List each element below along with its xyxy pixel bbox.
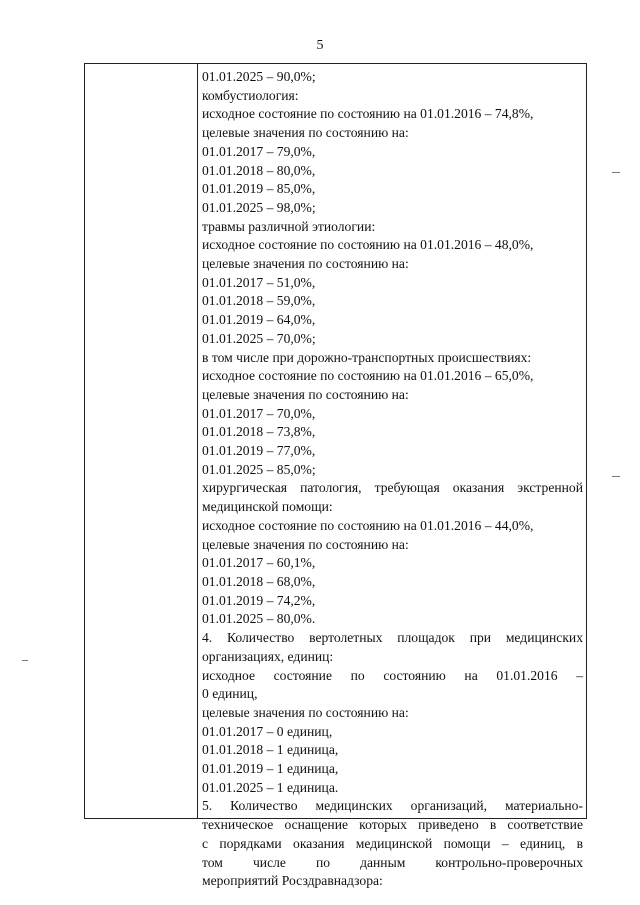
text-line: том числе по данным контрольно-проверочных <box>202 854 583 870</box>
margin-mark <box>612 172 620 173</box>
text-line: целевые значения по состоянию на: <box>202 125 409 141</box>
text-line: 01.01.2019 – 74,2%, <box>202 592 316 608</box>
text-line: 4. Количество вертолетных площадок при медицинских <box>202 630 583 646</box>
text-line: 01.01.2018 – 73,8%, <box>202 424 316 440</box>
text-line: 01.01.2025 – 80,0%. <box>202 611 316 627</box>
document-table <box>84 63 587 889</box>
text-line: 01.01.2017 – 70,0%, <box>202 405 316 421</box>
text-line: целевые значения по состоянию на: <box>202 704 409 720</box>
margin-mark <box>22 660 28 661</box>
text-line: с порядками оказания медицинской помощи – единиц, в <box>202 835 583 851</box>
text-line: целевые значения по состоянию на: <box>202 256 409 272</box>
text-line: мероприятий Росздравнадзора: <box>202 873 383 889</box>
text-line: исходное состояние по состоянию на 01.01.2016 – 74,8%, <box>202 106 534 122</box>
text-line: 01.01.2017 – 79,0%, <box>202 143 316 159</box>
table-left-column <box>85 64 198 818</box>
table-right-column <box>198 64 586 889</box>
text-line: 01.01.2017 – 51,0%, <box>202 274 316 290</box>
text-line: 01.01.2025 – 85,0%; <box>202 461 316 477</box>
text-line: организациях, единиц: <box>202 648 334 664</box>
text-line: техническое оснащение которых приведено в соответствие <box>202 817 583 833</box>
text-line: 01.01.2018 – 80,0%, <box>202 162 316 178</box>
text-line: исходное состояние по состоянию на 01.01.2016 – <box>202 667 583 683</box>
margin-mark <box>612 476 620 477</box>
text-line: 01.01.2018 – 1 единица, <box>202 742 339 758</box>
text-line: исходное состояние по состоянию на 01.01.2016 – 48,0%, <box>202 237 534 253</box>
text-line: 01.01.2019 – 77,0%, <box>202 443 316 459</box>
text-line: 01.01.2017 – 60,1%, <box>202 555 316 571</box>
text-line: 01.01.2025 – 90,0%; <box>202 69 316 84</box>
text-line: в том числе при дорожно-транспортных происшествиях: <box>202 349 532 365</box>
text-line: 01.01.2019 – 64,0%, <box>202 312 316 328</box>
text-line: 01.01.2025 – 70,0%; <box>202 330 316 346</box>
text-line: целевые значения по состоянию на: <box>202 386 409 402</box>
text-line: комбустиология: <box>202 87 299 103</box>
text-line: 01.01.2019 – 85,0%, <box>202 181 316 197</box>
text-line: 01.01.2018 – 59,0%, <box>202 293 316 309</box>
page-number: 5 <box>316 38 324 53</box>
text-line: 01.01.2017 – 0 единиц, <box>202 723 333 739</box>
text-line: 01.01.2025 – 1 единица. <box>202 779 339 795</box>
text-line: исходное состояние по состоянию на 01.01.2016 – 44,0%, <box>202 517 534 533</box>
text-line: целевые значения по состоянию на: <box>202 536 409 552</box>
text-line: 0 единиц, <box>202 686 258 702</box>
text-line: 01.01.2019 – 1 единица, <box>202 761 339 777</box>
text-line: исходное состояние по состоянию на 01.01.2016 – 65,0%, <box>202 368 534 384</box>
text-line: 01.01.2025 – 98,0%; <box>202 199 316 215</box>
text-line: медицинской помощи: <box>202 499 333 515</box>
text-line: 01.01.2018 – 68,0%, <box>202 573 316 589</box>
text-line: хирургическая патология, требующая оказания экстренной <box>202 480 583 496</box>
text-line: травмы различной этиологии: <box>202 218 376 234</box>
text-line: 5. Количество медицинских организаций, материально- <box>202 798 583 814</box>
